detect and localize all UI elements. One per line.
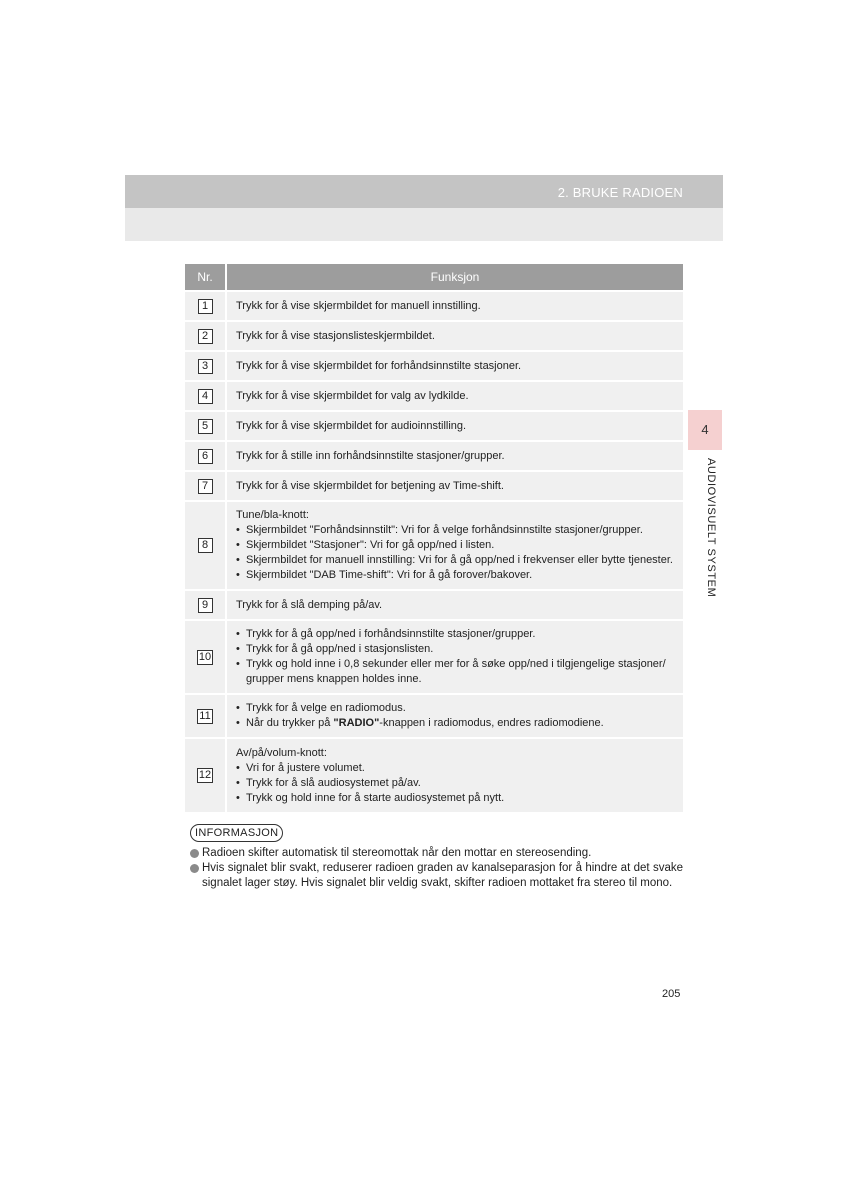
item-number-badge: 5 (198, 419, 213, 434)
bullet-list (236, 523, 675, 583)
chapter-number: 4 (701, 422, 709, 437)
function-description (226, 694, 683, 738)
knob-title: Tune/bla-knott: (236, 509, 309, 521)
table-row (185, 501, 683, 590)
information-text: Radioen skifter automatisk til stereomottak når den mottar en stereosending. (202, 847, 592, 859)
table-row (185, 351, 683, 381)
item-number-badge: 1 (198, 299, 213, 314)
bullet-item: • Trykk for å gå opp/ned i forhåndsinnstilte stasjoner/grupper. (236, 627, 675, 642)
bullet-list (236, 761, 675, 806)
information-text: Hvis signalet blir svakt, reduserer radioen graden av kanalseparasjon for å hindre at det svake signalet lager støy. Hvis signalet blir veldig svakt, skifter radioen mottaket fra stereo til mono. (202, 862, 683, 889)
function-description: Trykk for å slå demping på/av. (226, 590, 683, 620)
information-badge: INFORMASJON (190, 824, 283, 842)
table-row (185, 471, 683, 501)
table-row (185, 321, 683, 351)
bullet-text: -knappen i radiomodus, endres radiomodiene. (379, 717, 604, 729)
item-number-badge: 8 (198, 538, 213, 553)
table-row (185, 620, 683, 694)
bullet-item: • Trykk og hold inne i 0,8 sekunder eller mer for å søke opp/ned i tilgjengelige stasjoner/ grupper mens knappen holdes inne. (236, 657, 675, 687)
bullet-item: • Skjermbildet "DAB Time-shift": Vri for å gå forover/bakover. (236, 568, 675, 583)
function-description: Trykk for å vise skjermbildet for forhåndsinnstilte stasjoner. (226, 351, 683, 381)
function-description: Trykk for å stille inn forhåndsinnstilte stasjoner/grupper. (226, 441, 683, 471)
function-description: Trykk for å vise skjermbildet for audioinnstilling. (226, 411, 683, 441)
knob-title: Av/på/volum-knott: (236, 746, 327, 759)
section-header-strip (125, 175, 723, 208)
bullet-item: • Skjermbildet "Stasjoner": Vri for gå opp/ned i listen. (236, 538, 675, 553)
bullet-item: • Trykk for å gå opp/ned i stasjonslisten. (236, 642, 675, 657)
radio-button-label: "RADIO" (333, 717, 380, 729)
function-description (226, 620, 683, 694)
bullet-item: • Vri for å justere volumet. (236, 761, 675, 776)
item-number-badge: 7 (198, 479, 213, 494)
table-row (185, 291, 683, 321)
item-number-badge: 6 (198, 449, 213, 464)
item-number-badge: 12 (198, 769, 212, 781)
table-row (185, 590, 683, 620)
table-row (185, 381, 683, 411)
chapter-tab (688, 410, 722, 450)
item-number-badge: 10 (198, 650, 212, 663)
function-description: Trykk for å vise skjermbildet for betjening av Time-shift. (226, 471, 683, 501)
function-description (226, 738, 683, 812)
bullet-item (236, 716, 675, 731)
item-number-badge: 3 (198, 359, 213, 374)
function-description (226, 501, 683, 590)
bullet-list (236, 627, 675, 687)
information-item (190, 861, 683, 891)
item-number-badge: 2 (198, 329, 213, 344)
information-item (190, 846, 683, 861)
bullet-item: • Trykk for å slå audiosystemet på/av. (236, 776, 675, 791)
page-number: 205 (662, 988, 681, 1000)
item-number-badge: 4 (198, 389, 213, 404)
function-description: Trykk for å vise skjermbildet for manuell innstilling. (226, 291, 683, 321)
bullet-item: • Trykk og hold inne for å starte audiosystemet på nytt. (236, 791, 675, 806)
chapter-label: AUDIOVISUELT SYSTEM (705, 458, 717, 598)
column-header-function: Funksjon (226, 264, 683, 291)
bullet-item: • Skjermbildet "Forhåndsinnstilt": Vri for å velge forhåndsinnstilte stasjoner/grupper. (236, 523, 675, 538)
function-description: Trykk for å vise skjermbildet for valg av lydkilde. (226, 381, 683, 411)
bullet-item: • Trykk for å velge en radiomodus. (236, 701, 675, 716)
information-list (190, 846, 683, 891)
bullet-text: Når du trykker på (246, 717, 334, 729)
item-number-badge: 11 (199, 709, 211, 722)
table-row (185, 441, 683, 471)
function-description: Trykk for å vise stasjonslisteskjermbildet. (226, 321, 683, 351)
table-header-row (185, 264, 683, 291)
bullet-list (236, 701, 675, 731)
table-row (185, 738, 683, 812)
table-row (185, 694, 683, 738)
item-number-badge: 9 (198, 598, 213, 613)
table-row (185, 411, 683, 441)
column-header-nr: Nr. (185, 264, 226, 291)
bullet-item: • Skjermbildet for manuell innstilling: Vri for å gå opp/ned i frekvenser eller bytte tjenester. (236, 553, 675, 568)
section-header (125, 175, 723, 241)
section-title: 2. BRUKE RADIOEN (557, 185, 683, 200)
function-table (185, 264, 683, 812)
